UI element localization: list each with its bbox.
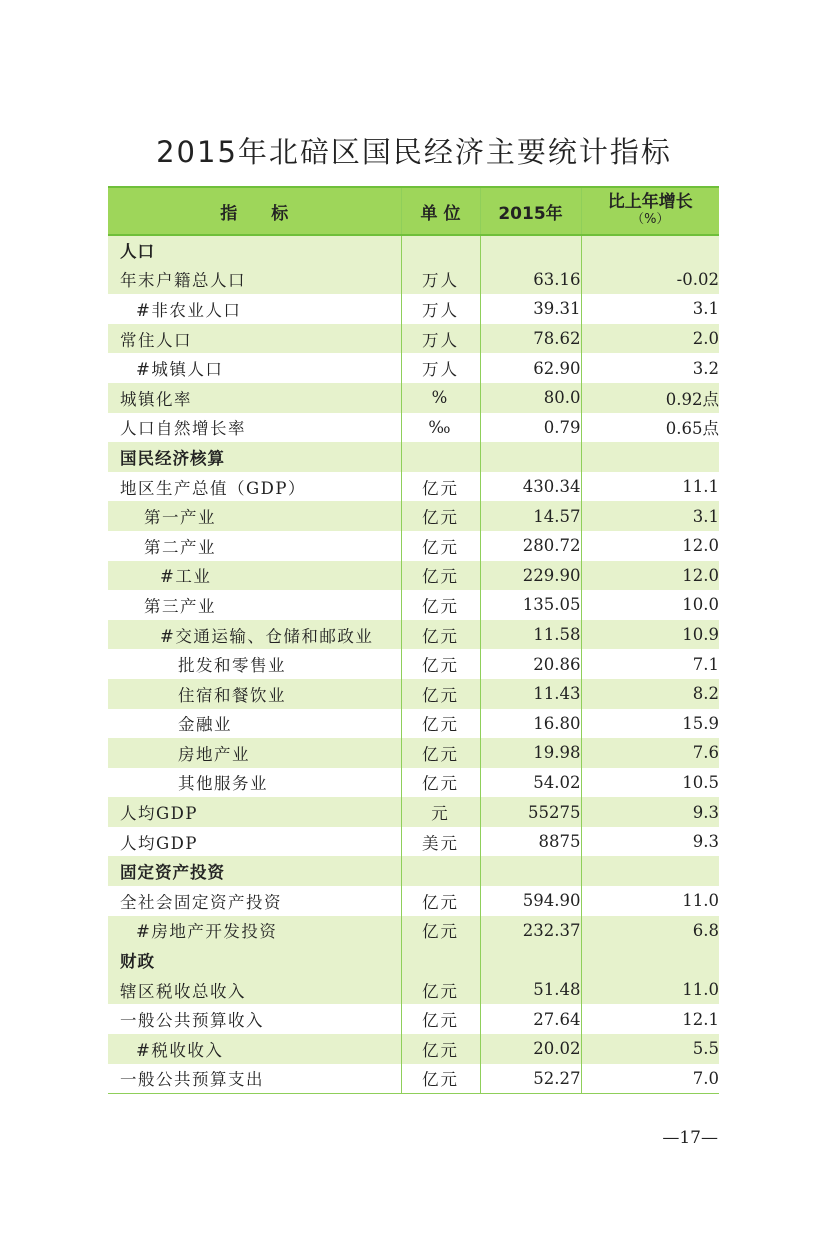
table-row [108, 649, 719, 679]
growth-cell: 15.9 [581, 709, 719, 739]
unit-cell [401, 945, 480, 975]
indicator-cell: 批发和零售业 [108, 649, 401, 679]
growth-cell: -0.02 [581, 265, 719, 295]
table-row [108, 265, 719, 295]
unit-cell: 亿元 [401, 472, 480, 502]
unit-cell: 万人 [401, 353, 480, 383]
indicator-cell: 辖区税收总收入 [108, 975, 401, 1005]
table-row [108, 294, 719, 324]
growth-cell [581, 945, 719, 975]
growth-cell: 11.0 [581, 975, 719, 1005]
indicator-cell: 人均GDP [108, 797, 401, 827]
indicator-cell: 房地产业 [108, 738, 401, 768]
indicator-cell: 常住人口 [108, 324, 401, 354]
value-cell: 55275 [480, 797, 581, 827]
header-growth-label: 比上年增长 [607, 192, 693, 212]
unit-cell: ‰ [401, 413, 480, 443]
value-cell: 27.64 [480, 1004, 581, 1034]
value-cell: 39.31 [480, 294, 581, 324]
unit-cell: 亿元 [401, 1034, 480, 1064]
indicator-cell: 人口 [108, 235, 401, 265]
indicator-cell: 年末户籍总人口 [108, 265, 401, 295]
growth-cell: 11.0 [581, 886, 719, 916]
table-row [108, 679, 719, 709]
growth-cell: 9.3 [581, 797, 719, 827]
value-cell: 16.80 [480, 709, 581, 739]
table-row [108, 916, 719, 946]
indicator-cell: #工业 [108, 561, 401, 591]
table-row [108, 1034, 719, 1064]
table-body [108, 235, 719, 1093]
table-row [108, 1064, 719, 1094]
growth-cell: 10.9 [581, 620, 719, 650]
value-cell: 19.98 [480, 738, 581, 768]
growth-cell: 7.1 [581, 649, 719, 679]
indicator-cell: #非农业人口 [108, 294, 401, 324]
table-row [108, 353, 719, 383]
value-cell: 51.48 [480, 975, 581, 1005]
value-cell: 62.90 [480, 353, 581, 383]
growth-cell: 5.5 [581, 1034, 719, 1064]
value-cell: 594.90 [480, 886, 581, 916]
table-row [108, 413, 719, 443]
header-growth [581, 187, 719, 235]
value-cell: 232.37 [480, 916, 581, 946]
section-row [108, 442, 719, 472]
unit-cell: 亿元 [401, 590, 480, 620]
indicator-cell: 一般公共预算收入 [108, 1004, 401, 1034]
table-row [108, 975, 719, 1005]
growth-cell [581, 442, 719, 472]
indicator-cell: 第二产业 [108, 531, 401, 561]
indicator-cell: 第一产业 [108, 501, 401, 531]
value-cell: 20.86 [480, 649, 581, 679]
section-row [108, 235, 719, 265]
indicator-cell: 城镇化率 [108, 383, 401, 413]
indicator-cell: 其他服务业 [108, 768, 401, 798]
unit-cell [401, 442, 480, 472]
table-row [108, 886, 719, 916]
growth-cell: 11.1 [581, 472, 719, 502]
value-cell: 8875 [480, 827, 581, 857]
growth-cell: 10.0 [581, 590, 719, 620]
unit-cell: 亿元 [401, 649, 480, 679]
table-row [108, 590, 719, 620]
header-unit: 单 位 [401, 187, 480, 235]
unit-cell: 万人 [401, 324, 480, 354]
indicator-cell: #城镇人口 [108, 353, 401, 383]
indicator-cell: 人均GDP [108, 827, 401, 857]
value-cell: 135.05 [480, 590, 581, 620]
indicator-cell: 一般公共预算支出 [108, 1064, 401, 1094]
unit-cell [401, 235, 480, 265]
value-cell: 14.57 [480, 501, 581, 531]
growth-cell: 8.2 [581, 679, 719, 709]
unit-cell: 亿元 [401, 768, 480, 798]
unit-cell: 亿元 [401, 679, 480, 709]
growth-cell [581, 235, 719, 265]
indicator-cell: 人口自然增长率 [108, 413, 401, 443]
value-cell: 229.90 [480, 561, 581, 591]
indicator-cell: 财政 [108, 945, 401, 975]
value-cell: 280.72 [480, 531, 581, 561]
table-row [108, 768, 719, 798]
unit-cell: % [401, 383, 480, 413]
table-row [108, 738, 719, 768]
unit-cell: 亿元 [401, 501, 480, 531]
unit-cell: 亿元 [401, 975, 480, 1005]
growth-cell: 0.65点 [581, 413, 719, 443]
statistics-table [108, 186, 719, 1094]
indicator-cell: #交通运输、仓储和邮政业 [108, 620, 401, 650]
unit-cell: 亿元 [401, 709, 480, 739]
table-row [108, 324, 719, 354]
indicator-cell: 住宿和餐饮业 [108, 679, 401, 709]
unit-cell: 亿元 [401, 561, 480, 591]
unit-cell: 美元 [401, 827, 480, 857]
table-header-row [108, 187, 719, 235]
growth-cell: 3.1 [581, 501, 719, 531]
table-row [108, 531, 719, 561]
unit-cell: 亿元 [401, 1064, 480, 1094]
table-row [108, 501, 719, 531]
growth-cell: 3.2 [581, 353, 719, 383]
unit-cell: 亿元 [401, 738, 480, 768]
unit-cell: 亿元 [401, 1004, 480, 1034]
unit-cell: 万人 [401, 265, 480, 295]
unit-cell: 元 [401, 797, 480, 827]
value-cell: 52.27 [480, 1064, 581, 1094]
unit-cell: 亿元 [401, 916, 480, 946]
table-row [108, 561, 719, 591]
growth-cell: 12.0 [581, 531, 719, 561]
value-cell: 20.02 [480, 1034, 581, 1064]
indicator-cell: 国民经济核算 [108, 442, 401, 472]
value-cell: 430.34 [480, 472, 581, 502]
value-cell: 11.43 [480, 679, 581, 709]
value-cell: 54.02 [480, 768, 581, 798]
value-cell: 0.79 [480, 413, 581, 443]
indicator-cell: #房地产开发投资 [108, 916, 401, 946]
section-row [108, 856, 719, 886]
page-title: 2015年北碚区国民经济主要统计指标 [156, 135, 672, 169]
table-row [108, 620, 719, 650]
growth-cell: 2.0 [581, 324, 719, 354]
unit-cell: 亿元 [401, 620, 480, 650]
indicator-cell: 固定资产投资 [108, 856, 401, 886]
value-cell [480, 945, 581, 975]
growth-cell: 0.92点 [581, 383, 719, 413]
indicator-cell: #税收收入 [108, 1034, 401, 1064]
table-row [108, 383, 719, 413]
growth-cell: 6.8 [581, 916, 719, 946]
table-row [108, 709, 719, 739]
value-cell: 11.58 [480, 620, 581, 650]
growth-cell: 12.1 [581, 1004, 719, 1034]
growth-cell: 10.5 [581, 768, 719, 798]
page-number: —17— [662, 1128, 718, 1148]
unit-cell: 亿元 [401, 531, 480, 561]
unit-cell [401, 856, 480, 886]
value-cell [480, 856, 581, 886]
indicator-cell: 金融业 [108, 709, 401, 739]
table-row [108, 827, 719, 857]
value-cell [480, 442, 581, 472]
indicator-cell: 地区生产总值（GDP） [108, 472, 401, 502]
header-indicator: 指 标 [108, 187, 401, 235]
value-cell [480, 235, 581, 265]
table-row [108, 1004, 719, 1034]
indicator-cell: 第三产业 [108, 590, 401, 620]
header-year: 2015年 [480, 187, 581, 235]
value-cell: 63.16 [480, 265, 581, 295]
indicator-cell: 全社会固定资产投资 [108, 886, 401, 916]
unit-cell: 万人 [401, 294, 480, 324]
table-row [108, 472, 719, 502]
growth-cell: 3.1 [581, 294, 719, 324]
growth-cell: 12.0 [581, 561, 719, 591]
growth-cell: 7.6 [581, 738, 719, 768]
unit-cell: 亿元 [401, 886, 480, 916]
section-row [108, 945, 719, 975]
growth-cell: 7.0 [581, 1064, 719, 1094]
value-cell: 80.0 [480, 383, 581, 413]
growth-cell: 9.3 [581, 827, 719, 857]
table-row [108, 797, 719, 827]
header-growth-unit: （%） [631, 212, 670, 227]
growth-cell [581, 856, 719, 886]
value-cell: 78.62 [480, 324, 581, 354]
